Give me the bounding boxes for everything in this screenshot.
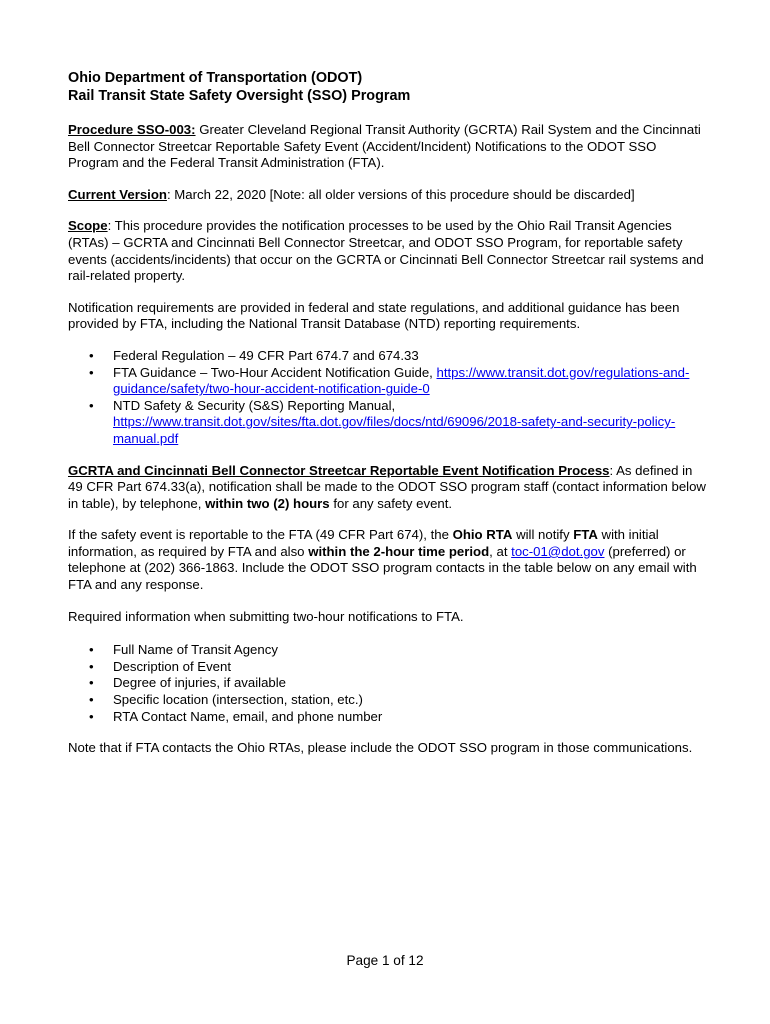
procedure-label: Procedure SSO-003: [68,122,196,137]
fta-text-3: with initial information, as required by FTA and also [68,527,659,559]
version-label: Current Version [68,186,167,202]
fta-text-5: (preferred) or telephone at (202) 366-1863. Include the ODOT SSO program contacts in the table below on any email with FTA and any response. [68,543,697,593]
document-title-line1: Ohio Department of Transportation (ODOT) [68,70,363,86]
fta-email-link[interactable]: toc-01@dot.gov [511,543,605,559]
fta-bold-2: FTA [573,527,598,543]
list-item [68,348,708,365]
scope-label: Scope [68,218,108,234]
procedure-text: Greater Cleveland Regional Transit Authority (GCRTA) Rail System and the Cincinnati Bell Connector Streetcar Reportable Safety Event (Accident/Incident) Notifications to the ODOT SSO Program and the Federal Transit Administration (FTA). [68,122,701,171]
fta-paragraph [68,527,708,593]
fta-text-2: will notify [512,527,574,543]
process-text1: : As defined in 49 CFR Part 674.33(a), notification shall be made to the ODOT SSO program staff (contact information below in table), by telephone, [68,462,706,511]
closing-note: Note that if FTA contacts the Ohio RTAs, please include the ODOT SSO program in those communications. [68,740,693,756]
list-item: • Specific location (intersection, station, etc.) [68,692,708,709]
document-title-line2: Rail Transit State Safety Oversight (SSO) Program [68,87,411,104]
required-intro: Required information when submitting two-hour notifications to FTA. [68,608,464,624]
fta-guidance-link[interactable]: https://www.transit.dot.gov/regulations-and-guidance/safety/two-hour-accident-notification-guide-0 [113,364,690,397]
scope-paragraph [68,218,708,284]
list-item [68,398,708,448]
list-item [68,365,708,398]
version-text: : March 22, 2020 [Note: all older versions of this procedure should be discarded] [166,186,635,202]
ntd-manual-link[interactable]: https://www.transit.dot.gov/sites/fta.dot.gov/files/docs/ntd/69096/2018-safety-and-security-policy-manual.pdf [113,414,676,446]
reference-text: FTA Guidance – Two-Hour Accident Notification Guide, [113,364,437,380]
procedure-paragraph [68,122,708,172]
list-item: • Description of Event [68,659,708,676]
process-text2: for any safety event. [329,495,453,511]
reference-text: Federal Regulation – 49 CFR Part 674.7 and 674.33 [113,347,419,363]
version-paragraph [68,187,708,204]
fta-text-4: , at [489,543,512,559]
notification-intro: Notification requirements are provided in federal and state regulations, and additional guidance has been provided by FTA, including the National Transit Database (NTD) reporting requirements. [68,299,680,332]
reference-text: NTD Safety & Security (S&S) Reporting Manual, [113,397,396,413]
process-bold: within two (2) hours [205,495,330,511]
process-paragraph [68,463,708,513]
fta-text-1: If the safety event is reportable to the FTA (49 CFR Part 674), the [68,527,453,543]
list-item: • Full Name of Transit Agency [68,642,708,659]
fta-bold-3: within the 2-hour time period [308,543,490,559]
fta-bold-1: Ohio RTA [452,527,513,543]
references-list [68,348,708,448]
process-label: GCRTA and Cincinnati Bell Connector Streetcar Reportable Event Notification Process [68,462,610,478]
list-item: • Degree of injuries, if available [68,675,708,692]
scope-text: : This procedure provides the notification processes to be used by the Ohio Rail Transit Agencies (RTAs) – GCRTA and Cincinnati Bell Connector Streetcar, and ODOT SSO Program, for reportable safety events (accidents/incidents) that occur on the GCRTA or Cincinnati Bell Connector Streetcar rail systems and rail-related property. [68,218,704,284]
required-info-list [68,642,708,725]
page-number: Page 1 of 12 [346,953,424,968]
list-item: • RTA Contact Name, email, and phone number [68,709,708,726]
document-body [68,70,708,757]
